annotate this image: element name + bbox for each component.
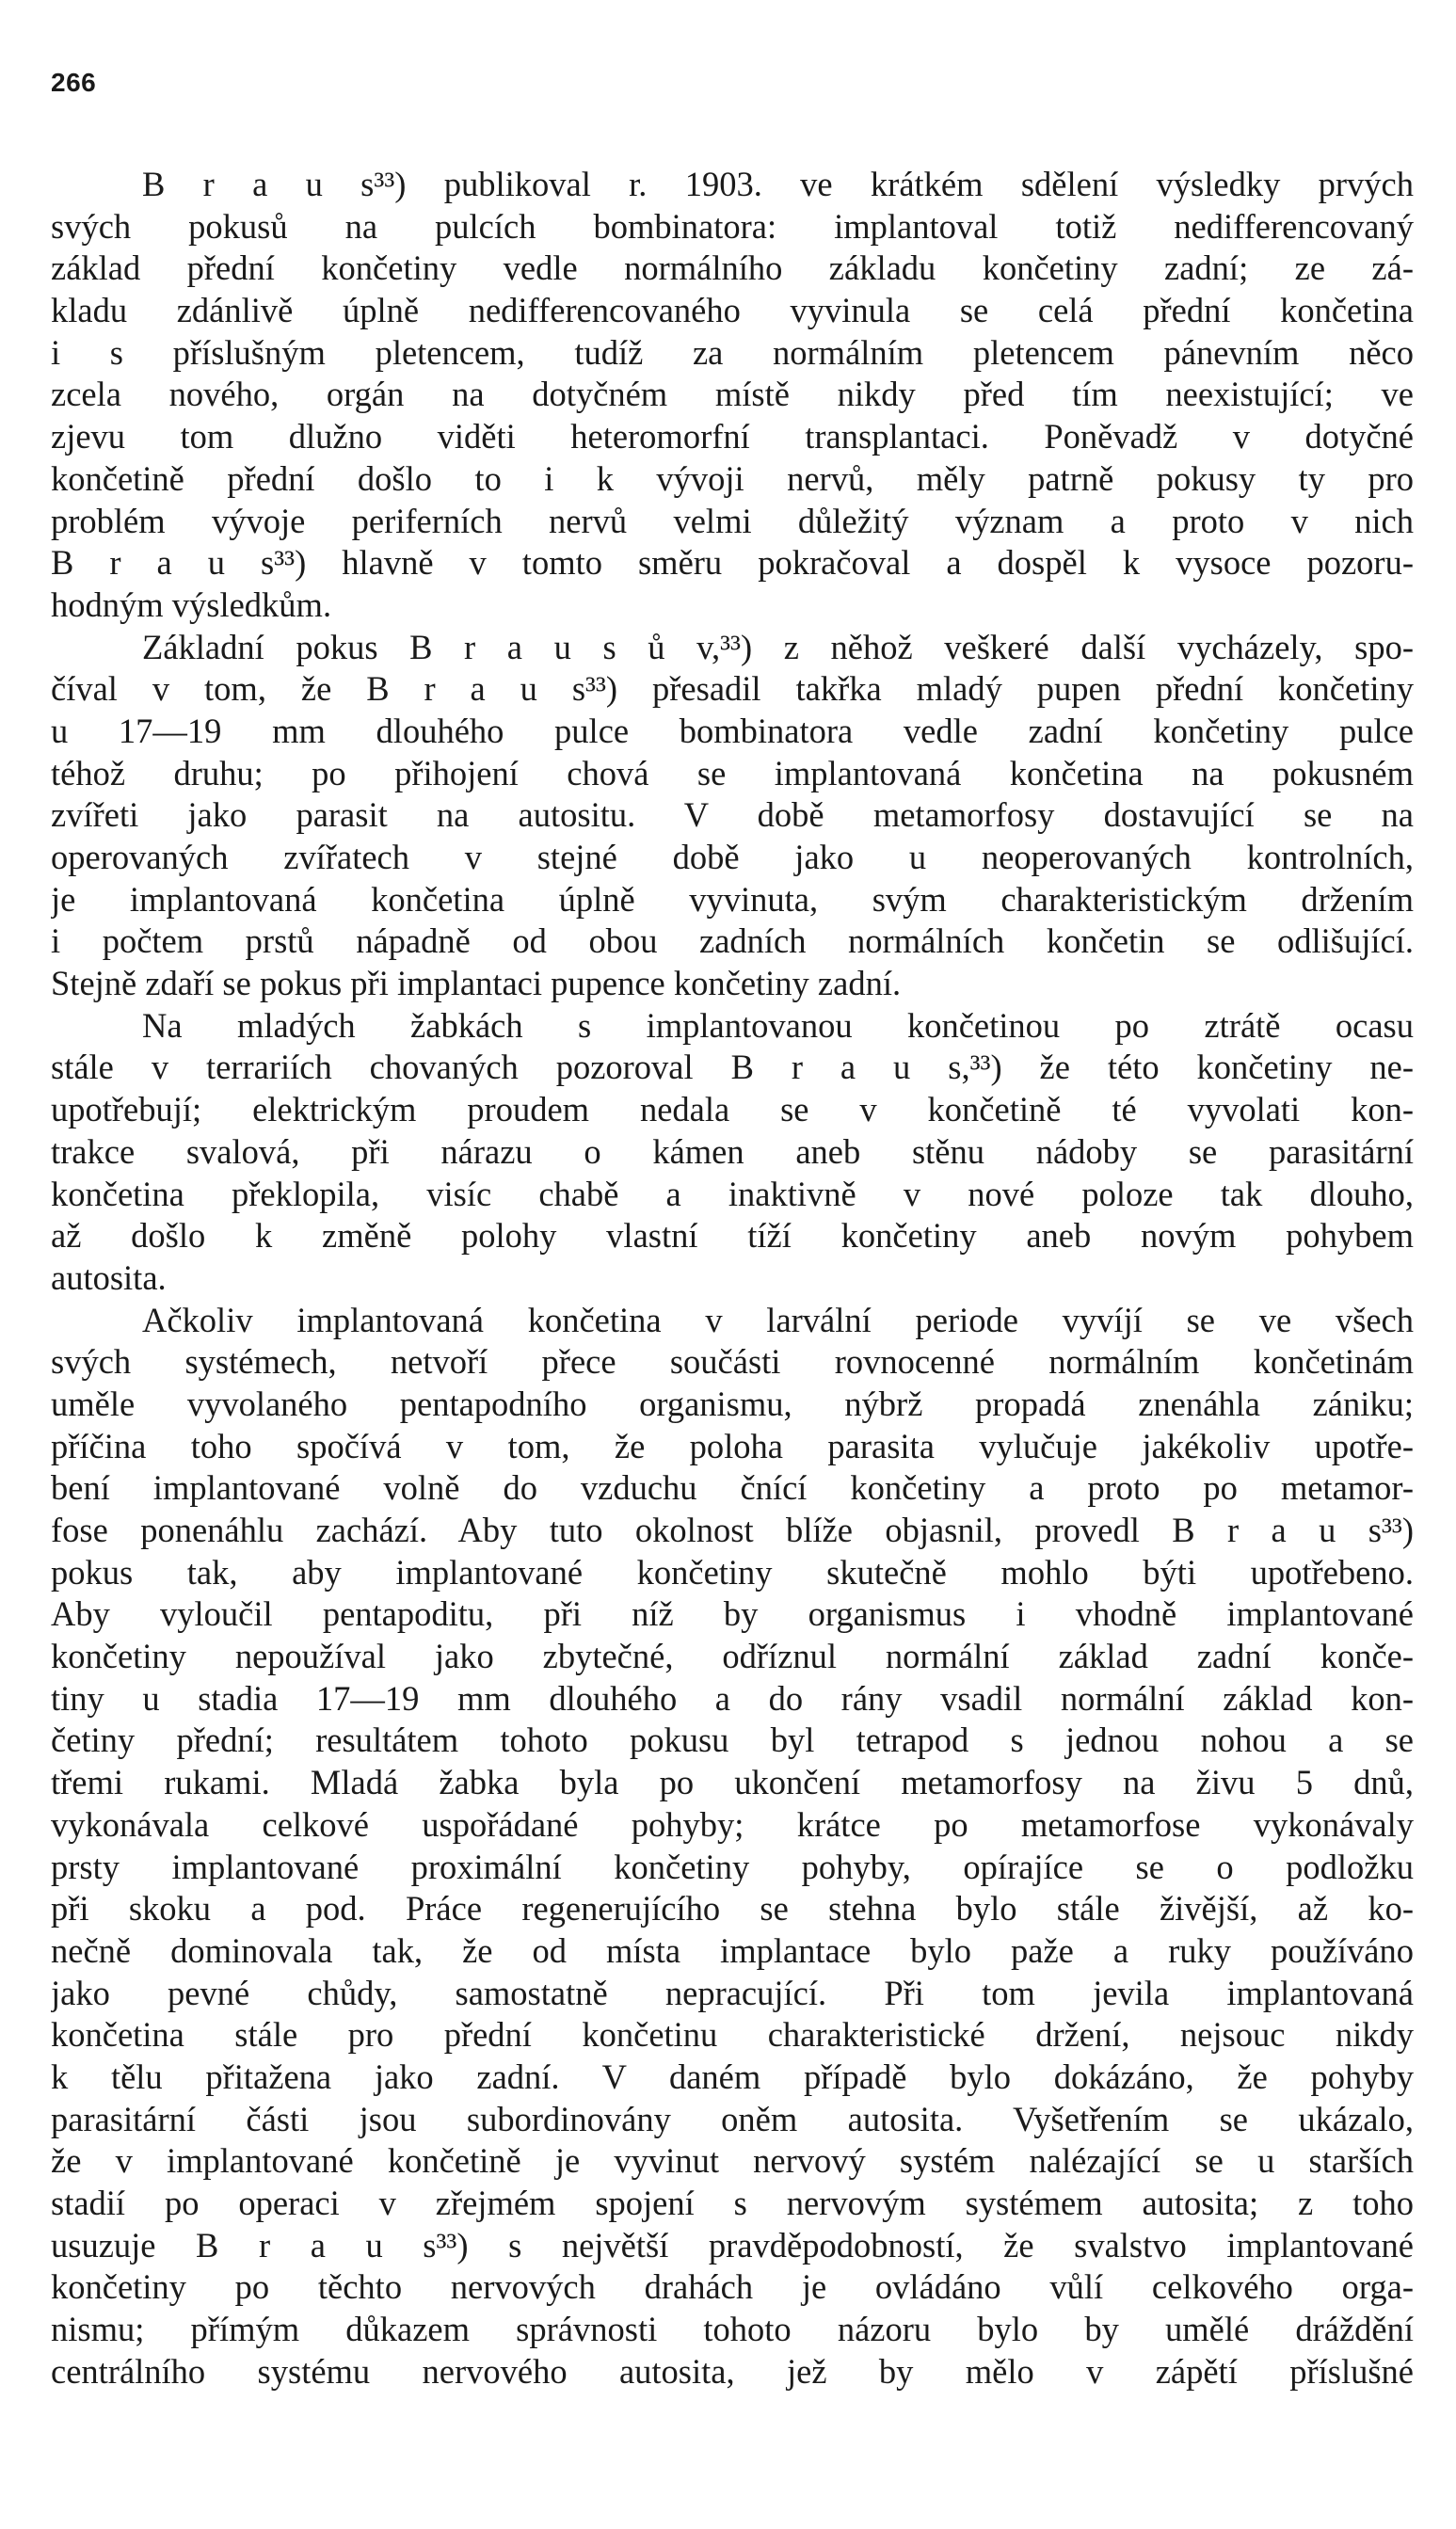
text-line: zvířeti jako parasit na autositu. V době metamorfosy dostavující se na: [51, 795, 1414, 835]
text-line: že v implantované končetině je vyvinut nervový systém nalézající se u starších: [51, 2141, 1414, 2181]
text-line: hodným výsledkům.: [51, 584, 332, 624]
text-line: zjevu tom dlužno viděti heteromorfní transplantaci. Poněvadž v dotyčné: [51, 417, 1414, 456]
text-line: vykonávala celkové uspořádané pohyby; krátce po metamorfose vykonávaly: [51, 1804, 1414, 1844]
text-line: třemi rukami. Mladá žabka byla po ukončení metamorfosy na živu 5 dnů,: [51, 1763, 1414, 1802]
text-line: téhož druhu; po přihojení chová se implantovaná končetina na pokusném: [51, 753, 1414, 792]
text-line: Základní pokus B r a u s ů v,³³) z něhož veškeré další vycházely, spo-: [142, 627, 1414, 666]
text-line: parasitární části jsou subordinovány oněm autosita. Vyšetřením se ukázalo,: [51, 2099, 1414, 2138]
text-line: končetiny nepoužíval jako zbytečné, odříznul normální základ zadní konče-: [51, 1637, 1414, 1676]
text-line: až došlo k změně polohy vlastní tíží končetiny aneb novým pohybem: [51, 1216, 1414, 1256]
text-line: nečně dominovala tak, že od místa implantace bylo paže a ruky používáno: [51, 1930, 1414, 1970]
text-line: centrálního systému nervového autosita, jež by mělo v zápětí příslušné: [51, 2351, 1414, 2391]
text-line: trakce svalová, při nárazu o kámen aneb stěnu nádoby se parasitární: [51, 1131, 1414, 1171]
text-line: končetina stále pro přední končetinu charakteristické držení, nejsouc nikdy: [51, 2015, 1414, 2055]
text-line: Stejně zdaří se pokus při implantaci pupence končetiny zadní.: [51, 964, 902, 1003]
text-line: k tělu přitažena jako zadní. V daném případě bylo dokázáno, že pohyby: [51, 2057, 1414, 2096]
text-line: při skoku a pod. Práce regenerujícího se stehna bylo stále živější, až ko-: [51, 1889, 1414, 1929]
text-line: stále v terrariích chovaných pozoroval B r a u s,³³) že této končetiny ne-: [51, 1048, 1414, 1087]
text-line: je implantovaná končetina úplně vyvinuta, svým charakteristickým držením: [51, 879, 1414, 919]
text-line: svých systémech, netvoří přece součásti rovnocenné normálním končetinám: [51, 1342, 1414, 1382]
text-line: kladu zdánlivě úplně nedifferencovaného vyvinula se celá přední končetina: [51, 291, 1414, 330]
text-line: upotřebují; elektrickým proudem nedala se v končetině té vyvolati kon-: [51, 1090, 1414, 1129]
text-line: pokus tak, aby implantované končetiny skutečně mohlo býti upotřebeno.: [51, 1552, 1414, 1592]
text-line: autosita.: [51, 1257, 167, 1297]
body-text: [51, 164, 1414, 2393]
text-line: problém vývoje periferních nervů velmi důležitý význam a proto v nich: [51, 501, 1414, 540]
text-line: B r a u s³³) hlavně v tomto směru pokračoval a dospěl k vysoce pozoru-: [51, 543, 1414, 583]
text-line: B r a u s³³) publikoval r. 1903. ve krátkém sdělení výsledky prvých: [142, 165, 1414, 203]
text-line: příčina toho spočívá v tom, že poloha parasita vylučuje jakékoliv upotře-: [51, 1426, 1414, 1465]
text-line: Aby vyloučil pentapoditu, při níž by organismus i vhodně implantované: [51, 1594, 1414, 1634]
text-line: prsty implantované proximální končetiny pohyby, opírajíce se o podložku: [51, 1847, 1414, 1886]
text-line: jako pevné chůdy, samostatně nepracující. Při tom jevila implantovaná: [51, 1973, 1414, 2012]
text-line: bení implantované volně do vzduchu čnící končetiny a proto po metamor-: [51, 1468, 1414, 1508]
text-line: nismu; přímým důkazem správnosti tohoto názoru bylo by umělé dráždění: [51, 2310, 1414, 2349]
text-line: i počtem prstů nápadně od obou zadních normálních končetin se odlišující.: [51, 921, 1414, 961]
text-line: uměle vyvolaného pentapodního organismu, nýbrž propadá znenáhla zániku;: [51, 1384, 1414, 1423]
text-line: stadií po operaci v zřejmém spojení s nervovým systémem autosita; z toho: [51, 2184, 1414, 2222]
text-line: fose ponenáhlu zachází. Aby tuto okolnost blíže objasnil, provedl B r a u s³³): [51, 1511, 1414, 1549]
page-number: 266: [51, 68, 97, 97]
text-line: základ přední končetiny vedle normálního základu končetiny zadní; ze zá-: [51, 248, 1414, 288]
text-line: i s příslušným pletencem, tudíž za normálním pletencem pánevním něco: [51, 332, 1414, 372]
text-line: svých pokusů na pulcích bombinatora: implantoval totiž nedifferencovaný: [51, 206, 1414, 246]
text-line: zcela nového, orgán na dotyčném místě nikdy před tím neexistující; ve: [51, 375, 1414, 414]
text-line: Na mladých žabkách s implantovanou končetinou po ztrátě ocasu: [142, 1005, 1414, 1045]
text-line: operovaných zvířatech v stejné době jako u neoperovaných kontrolních,: [51, 838, 1414, 876]
text-line: končetina překlopila, visíc chabě a inaktivně v nové poloze tak dlouho,: [51, 1174, 1414, 1213]
text-line: četiny přední; resultátem tohoto pokusu byl tetrapod s jednou nohou a se: [51, 1721, 1414, 1760]
text-line: číval v tom, že B r a u s³³) přesadil takřka mladý pupen přední končetiny: [51, 669, 1414, 709]
text-line: usuzuje B r a u s³³) s největší pravděpodobností, že svalstvo implantované: [51, 2225, 1414, 2265]
text-line: Ačkoliv implantovaná končetina v larvální periode vyvíjí se ve všech: [142, 1300, 1414, 1339]
text-line: u 17—19 mm dlouhého pulce bombinatora vedle zadní končetiny pulce: [51, 711, 1414, 750]
text-line: tiny u stadia 17—19 mm dlouhého a do rány vsadil normální základ kon-: [51, 1678, 1414, 1718]
text-line: končetině přední došlo to i k vývoji nervů, měly patrně pokusy ty pro: [51, 458, 1414, 498]
text-line: končetiny po těchto nervových drahách je ovládáno vůlí celkového orga-: [51, 2267, 1414, 2307]
